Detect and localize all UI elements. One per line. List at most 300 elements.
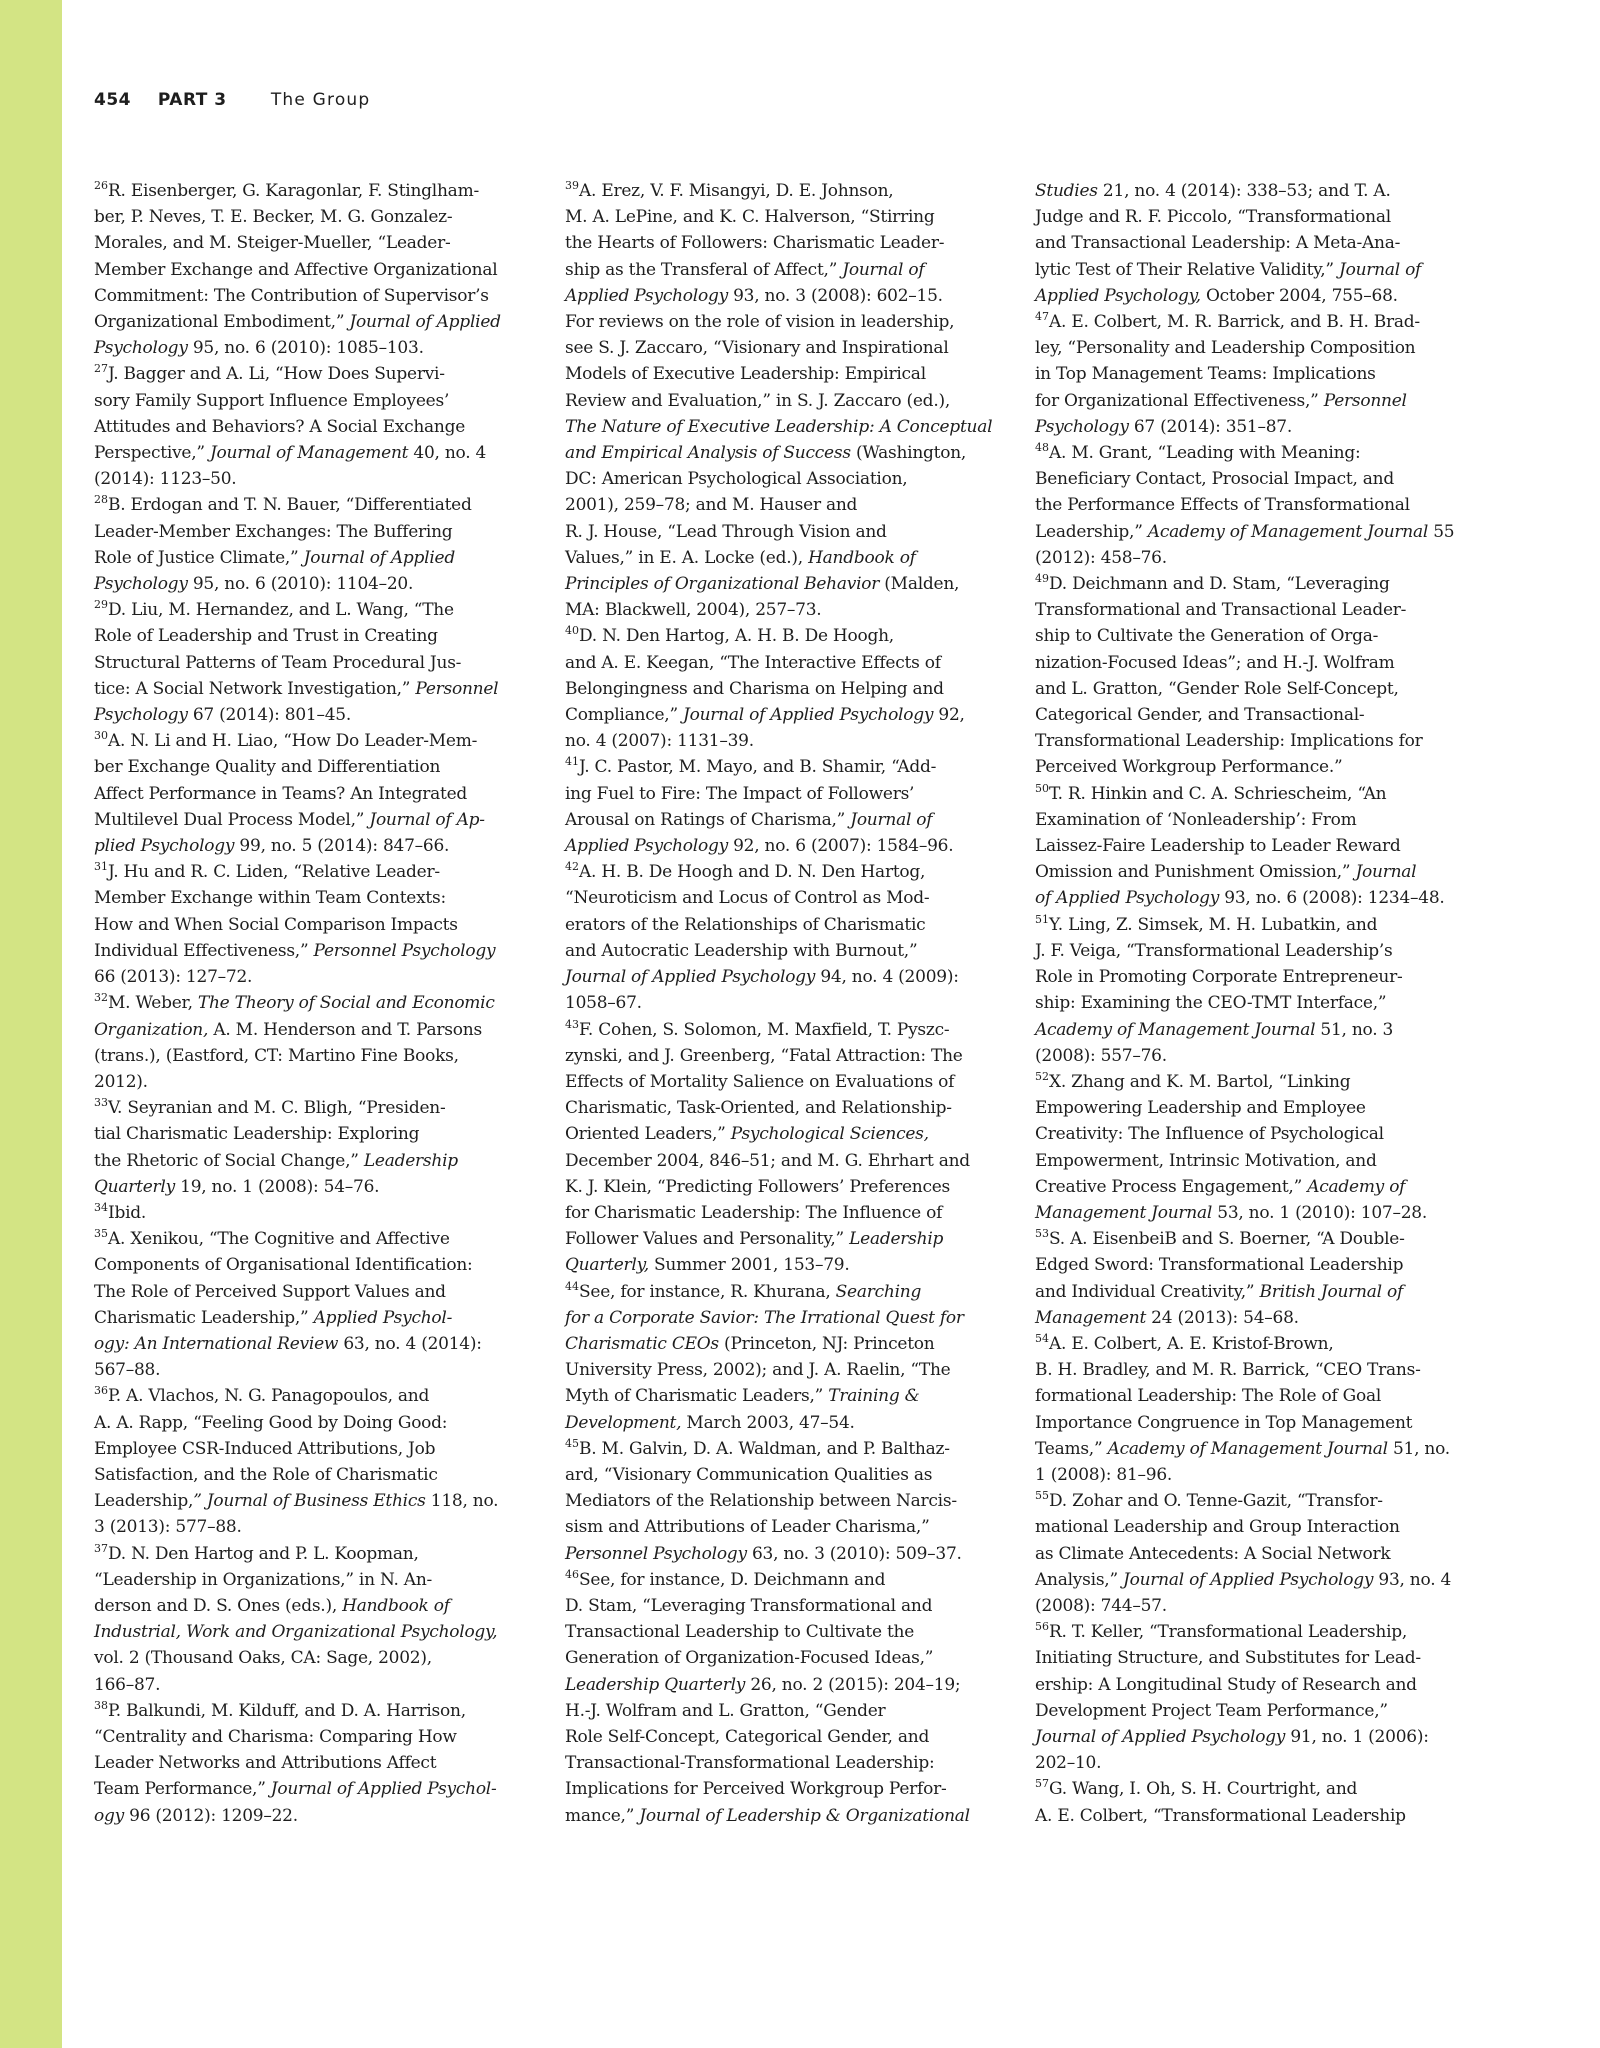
endnote — [565, 859, 1005, 1016]
endnote-text: and Autocratic Leadership with Burnout,” — [565, 940, 918, 961]
endnote-line — [1035, 1069, 1475, 1095]
endnote-line — [94, 230, 534, 256]
endnote-text: D. Zohar and O. Tenne-Gazit, “Transfor- — [1049, 1491, 1383, 1512]
endnote-line — [565, 1436, 1005, 1462]
endnote-line — [1035, 1121, 1475, 1147]
endnote-text: DC: American Psychological Association, — [565, 469, 908, 490]
endnote-number: 51 — [1035, 912, 1049, 926]
endnote-line — [94, 519, 534, 545]
endnote-line — [1035, 1252, 1475, 1278]
endnote-line — [94, 1672, 534, 1698]
endnote-text: The Nature of Executive Leadership: A Conceptual — [565, 416, 993, 437]
endnote-text: Studies 21, no. 4 (2014): 338–53; and T. A. — [1035, 181, 1391, 201]
endnote — [1035, 178, 1475, 309]
endnote-line — [1035, 1357, 1475, 1383]
endnote-line — [1035, 361, 1475, 387]
endnote-text: Effects of Mortality Salience on Evaluations of — [565, 1071, 955, 1092]
endnote-line — [94, 650, 534, 676]
endnote-line — [1035, 204, 1475, 230]
endnote-line — [94, 1357, 534, 1383]
endnote-text: Empowerment, Intrinsic Motivation, and — [1035, 1150, 1377, 1171]
endnote-number: 46 — [565, 1567, 579, 1581]
endnote-line — [565, 1279, 1005, 1305]
endnote — [94, 492, 534, 597]
endnote-text: (2014): 1123–50. — [94, 469, 237, 490]
endnote-text: the Rhetoric of Social Change,” Leadership — [94, 1150, 458, 1171]
endnote-line — [94, 1174, 534, 1200]
endnote-line — [94, 1226, 534, 1252]
endnote-line — [1035, 388, 1475, 414]
endnote-text: tice: A Social Network Investigation,” Personnel — [94, 678, 499, 699]
endnote-line — [1035, 1043, 1475, 1069]
endnote-line — [565, 597, 1005, 623]
endnote-line — [565, 702, 1005, 728]
endnote-line — [1035, 1619, 1475, 1645]
endnote-number: 36 — [94, 1384, 108, 1398]
endnote-line — [94, 361, 534, 387]
endnote-line — [565, 1750, 1005, 1776]
endnote-text: 1 (2008): 81–96. — [1035, 1464, 1173, 1485]
endnote-text: Creative Process Engagement,” Academy of — [1035, 1176, 1406, 1197]
endnote-text: A. E. Colbert, “Transformational Leadership — [1035, 1805, 1406, 1826]
endnote-text: Judge and R. F. Piccolo, “Transformational — [1035, 207, 1391, 228]
endnote-text: Charismatic, Task-Oriented, and Relationship- — [565, 1098, 952, 1119]
endnote-text: and A. E. Keegan, “The Interactive Effects of — [565, 652, 941, 673]
endnote-line — [94, 833, 534, 859]
part-title: The Group — [270, 90, 371, 110]
endnote-line — [565, 283, 1005, 309]
endnote-text: Member Exchange within Team Contexts: — [94, 888, 446, 909]
endnote-line — [1035, 912, 1475, 938]
endnote-text: Satisfaction, and the Role of Charismatic — [94, 1464, 438, 1485]
endnote-line — [94, 309, 534, 335]
endnote-text: Psychology 95, no. 6 (2010): 1104–20. — [94, 574, 414, 595]
endnote-line — [565, 990, 1005, 1016]
endnote-text: Commitment: The Contribution of Supervisor’s — [94, 285, 489, 306]
endnote — [565, 178, 1005, 623]
endnote-line — [1035, 230, 1475, 256]
endnote-text: Employee CSR-Induced Attributions, Job — [94, 1438, 436, 1459]
endnote-text: ship: Examining the CEO-TMT Interface,” — [1035, 993, 1387, 1014]
endnote-number: 57 — [1035, 1777, 1049, 1791]
endnote-text: Beneficiary Contact, Prosocial Impact, and — [1035, 469, 1395, 490]
endnote-text: Y. Ling, Z. Simsek, M. H. Lubatkin, and — [1049, 914, 1378, 935]
endnote-text: (2008): 557–76. — [1035, 1045, 1167, 1066]
endnote-text: B. M. Galvin, D. A. Waldman, and P. Balthaz- — [579, 1438, 950, 1459]
endnote-line — [94, 1043, 534, 1069]
endnote-line — [94, 1121, 534, 1147]
endnote-line — [94, 859, 534, 885]
endnote-line — [1035, 1593, 1475, 1619]
endnote-line — [94, 1383, 534, 1409]
endnote-line — [565, 1593, 1005, 1619]
endnote-line — [1035, 728, 1475, 754]
endnote-number: 37 — [94, 1541, 108, 1555]
endnote-text: Organization, A. M. Henderson and T. Parsons — [94, 1019, 482, 1040]
endnote-text: B. Erdogan and T. N. Bauer, “Differentiated — [108, 495, 472, 516]
endnote-text: formational Leadership: The Role of Goal — [1035, 1386, 1382, 1407]
notes-column-1 — [94, 178, 534, 1829]
endnote-line — [94, 938, 534, 964]
endnote-text: Generation of Organization-Focused Ideas,” — [565, 1648, 934, 1669]
endnote — [94, 361, 534, 492]
endnote-text: Compliance,” Journal of Applied Psychology 92, — [565, 705, 965, 726]
endnote-text: 1058–67. — [565, 993, 642, 1014]
endnote-text: Categorical Gender, and Transactional- — [1035, 705, 1365, 726]
endnote-line — [565, 440, 1005, 466]
endnote-line — [94, 440, 534, 466]
endnote-text: Multilevel Dual Process Model,” Journal of Ap- — [94, 809, 485, 830]
endnote-line — [1035, 859, 1475, 885]
endnote-line — [1035, 440, 1475, 466]
endnote-text: A. Xenikou, “The Cognitive and Affective — [108, 1229, 450, 1250]
endnote-text: Implications for Perceived Workgroup Perfor- — [565, 1779, 947, 1800]
endnote-line — [565, 1043, 1005, 1069]
endnote-text: Laissez-Faire Leadership to Leader Reward — [1035, 836, 1401, 857]
endnote-line — [1035, 1226, 1475, 1252]
endnote-line — [1035, 1514, 1475, 1540]
endnote-text: Follower Values and Personality,” Leadership — [565, 1229, 944, 1250]
endnote-line — [565, 781, 1005, 807]
endnote-line — [565, 859, 1005, 885]
endnote-line — [1035, 1148, 1475, 1174]
endnote-line — [94, 1200, 534, 1226]
endnote-text: the Hearts of Followers: Charismatic Leader- — [565, 233, 945, 254]
endnote-line — [565, 1410, 1005, 1436]
endnote-text: Perspective,” Journal of Management 40, no. 4 — [94, 443, 487, 464]
endnote-line — [565, 414, 1005, 440]
endnote-text: Applied Psychology 92, no. 6 (2007): 1584–96. — [565, 836, 954, 857]
endnote-text: Organizational Embodiment,” Journal of Applied — [94, 312, 501, 333]
endnote-text: erators of the Relationships of Charismatic — [565, 914, 926, 935]
endnote-text: Arousal on Ratings of Charisma,” Journal of — [565, 809, 933, 830]
endnote — [1035, 781, 1475, 912]
endnote-text: A. Erez, V. F. Misangyi, D. E. Johnson, — [579, 181, 894, 201]
endnote-text: Management 24 (2013): 54–68. — [1035, 1307, 1299, 1328]
endnote-text: Ibid. — [108, 1202, 147, 1223]
endnote — [1035, 1069, 1475, 1226]
endnote-text: Belongingness and Charisma on Helping and — [565, 678, 944, 699]
endnote-text: Role of Justice Climate,” Journal of Applied — [94, 547, 455, 568]
endnote-text: December 2004, 846–51; and M. G. Ehrhart and — [565, 1150, 970, 1171]
endnote-line — [94, 1776, 534, 1802]
endnote-line — [94, 1593, 534, 1619]
part-label: PART 3 — [157, 90, 227, 110]
endnote-line — [1035, 1698, 1475, 1724]
endnote-text: Team Performance,” Journal of Applied Psychol- — [94, 1779, 497, 1800]
endnote-line — [1035, 964, 1475, 990]
endnote-text: Edged Sword: Transformational Leadership — [1035, 1255, 1404, 1276]
endnote-line — [565, 754, 1005, 780]
endnote-line — [565, 492, 1005, 518]
endnote-line — [1035, 781, 1475, 807]
endnote-line — [94, 964, 534, 990]
endnote-line — [1035, 623, 1475, 649]
endnote-number: 47 — [1035, 310, 1049, 324]
endnote-line — [1035, 676, 1475, 702]
endnote-line — [565, 1017, 1005, 1043]
endnote-line — [94, 623, 534, 649]
endnote-text: lytic Test of Their Relative Validity,” Journal of — [1035, 259, 1422, 280]
endnote-line — [1035, 545, 1475, 571]
endnote-text: sory Family Support Influence Employees’ — [94, 390, 450, 411]
endnote-text: Charismatic Leadership,” Applied Psychol- — [94, 1307, 453, 1328]
endnote-text: Leadership,” Academy of Management Journal 55 — [1035, 521, 1455, 542]
endnote-line — [565, 545, 1005, 571]
endnote-line — [94, 388, 534, 414]
endnote — [565, 1567, 1005, 1829]
endnote-line — [94, 912, 534, 938]
endnote-text: D. Liu, M. Hernandez, and L. Wang, “The — [108, 600, 454, 621]
endnote-text: Transactional-Transformational Leadership: — [565, 1753, 935, 1774]
endnote-line — [94, 1514, 534, 1540]
endnote-line — [1035, 1541, 1475, 1567]
endnote-line — [565, 1698, 1005, 1724]
endnote — [94, 1095, 534, 1200]
endnote-line — [1035, 1383, 1475, 1409]
endnote-line — [94, 1645, 534, 1671]
endnote-line — [565, 309, 1005, 335]
endnote-line — [1035, 466, 1475, 492]
endnote-line — [565, 1619, 1005, 1645]
endnote-text: Leadership,” Journal of Business Ethics 118, no. — [94, 1491, 499, 1512]
endnote-line — [94, 676, 534, 702]
endnote-text: of Applied Psychology 93, no. 6 (2008): 1234–48. — [1035, 888, 1445, 909]
endnote-line — [94, 702, 534, 728]
endnote-line — [1035, 1803, 1475, 1829]
endnote-line — [94, 492, 534, 518]
endnote-number: 38 — [94, 1698, 108, 1712]
endnote-text: A. E. Colbert, A. E. Kristof-Brown, — [1049, 1333, 1334, 1354]
endnote-text: Development, March 2003, 47–54. — [565, 1412, 855, 1433]
endnote — [565, 1279, 1005, 1436]
endnote-text: ing Fuel to Fire: The Impact of Followers’ — [565, 783, 915, 804]
endnote — [565, 1017, 1005, 1279]
endnote-text: Affect Performance in Teams? An Integrated — [94, 783, 468, 804]
endnote-text: Teams,” Academy of Management Journal 51, no. — [1035, 1438, 1450, 1459]
endnote-text: for Organizational Effectiveness,” Personnel — [1035, 390, 1407, 411]
endnote-text: Management Journal 53, no. 1 (2010): 107–28. — [1035, 1202, 1427, 1223]
endnote-number: 30 — [94, 729, 108, 743]
endnote — [94, 1200, 534, 1226]
endnote-text: A. E. Colbert, M. R. Barrick, and B. H. Brad- — [1049, 312, 1420, 333]
endnote-line — [1035, 1776, 1475, 1802]
endnote-text: Values,” in E. A. Locke (ed.), Handbook of — [565, 547, 916, 568]
endnote-text: Structural Patterns of Team Procedural Jus- — [94, 652, 462, 673]
endnote-text: Role Self-Concept, Categorical Gender, and — [565, 1726, 930, 1747]
endnote — [565, 754, 1005, 859]
endnote-text: “Leadership in Organizations,” in N. An- — [94, 1569, 433, 1590]
endnote-number: 32 — [94, 991, 108, 1005]
notes-column-2 — [565, 178, 1005, 1829]
endnote-line — [1035, 1017, 1475, 1043]
endnote-line — [94, 728, 534, 754]
endnote-text: Leader Networks and Attributions Affect — [94, 1753, 437, 1774]
endnote-number: 44 — [565, 1279, 579, 1293]
endnote-text: Review and Evaluation,” in S. J. Zaccaro (ed.), — [565, 390, 951, 411]
endnote-line — [1035, 178, 1475, 204]
endnote-line — [565, 676, 1005, 702]
endnote-line — [94, 1436, 534, 1462]
endnote-text: V. Seyranian and M. C. Bligh, “Presiden- — [108, 1098, 446, 1119]
endnote-line — [1035, 1095, 1475, 1121]
endnote — [1035, 1331, 1475, 1488]
endnote — [94, 1383, 534, 1540]
endnote-text: for a Corporate Savior: The Irrational Quest for — [565, 1307, 964, 1328]
endnote-text: Psychology 67 (2014): 351–87. — [1035, 416, 1293, 437]
endnote-text: MA: Blackwell, 2004), 257–73. — [565, 600, 822, 621]
endnote-text: How and When Social Comparison Impacts — [94, 914, 458, 935]
endnote-text: ber Exchange Quality and Differentiation — [94, 757, 441, 778]
endnote-line — [565, 1121, 1005, 1147]
endnote-text: D. N. Den Hartog, A. H. B. De Hoogh, — [579, 626, 894, 647]
endnote-text: Models of Executive Leadership: Empirical — [565, 364, 926, 385]
endnote-line — [1035, 1462, 1475, 1488]
endnote-text: Personnel Psychology 63, no. 3 (2010): 509–37. — [565, 1543, 962, 1564]
endnote-line — [1035, 807, 1475, 833]
endnote-text: 2012). — [94, 1071, 148, 1092]
endnote-number: 53 — [1035, 1227, 1049, 1241]
endnote — [94, 1698, 534, 1829]
endnote-line — [565, 230, 1005, 256]
endnote-line — [565, 335, 1005, 361]
endnote-number: 27 — [94, 362, 108, 376]
endnote-text: Transformational Leadership: Implications for — [1035, 731, 1423, 752]
endnote — [565, 623, 1005, 754]
endnote-line — [94, 1279, 534, 1305]
endnote-line — [565, 519, 1005, 545]
endnote-text: X. Zhang and K. M. Bartol, “Linking — [1049, 1071, 1351, 1092]
endnote — [94, 1226, 534, 1383]
endnote-text: (2012): 458–76. — [1035, 547, 1167, 568]
endnote-line — [1035, 1672, 1475, 1698]
endnote-text: Initiating Structure, and Substitutes for Lead- — [1035, 1648, 1421, 1669]
endnote-line — [94, 1698, 534, 1724]
endnote-line — [94, 178, 534, 204]
endnote-line — [94, 571, 534, 597]
endnote-line — [1035, 885, 1475, 911]
endnote-line — [94, 283, 534, 309]
endnote-text: zynski, and J. Greenberg, “Fatal Attraction: The — [565, 1045, 963, 1066]
endnote-number: 56 — [1035, 1620, 1049, 1634]
endnote — [94, 990, 534, 1095]
endnote-text: K. J. Klein, “Predicting Followers’ Preferences — [565, 1176, 951, 1197]
endnote-text: sism and Attributions of Leader Charisma,” — [565, 1517, 930, 1538]
endnote-line — [565, 1567, 1005, 1593]
endnote-line — [1035, 938, 1475, 964]
endnote-text: Morales, and M. Steiger-Mueller, “Leader- — [94, 233, 451, 254]
endnote-number: 48 — [1035, 441, 1049, 455]
endnote — [94, 178, 534, 361]
endnote-text: J. F. Veiga, “Transformational Leadership’s — [1035, 940, 1393, 961]
endnote-text: Attitudes and Behaviors? A Social Exchange — [94, 416, 466, 437]
running-head — [94, 90, 370, 110]
endnote-text: Myth of Charismatic Leaders,” Training & — [565, 1386, 920, 1407]
endnote-line — [94, 1619, 534, 1645]
endnote-line — [94, 1803, 534, 1829]
endnote-line — [94, 466, 534, 492]
endnote-text: nization-Focused Ideas”; and H.-J. Wolfram — [1035, 652, 1395, 673]
endnote-line — [94, 1410, 534, 1436]
endnote-line — [94, 754, 534, 780]
endnote-text: A. M. Grant, “Leading with Meaning: — [1049, 443, 1361, 464]
endnote — [1035, 440, 1475, 571]
endnote-line — [94, 335, 534, 361]
endnote-line — [565, 1252, 1005, 1278]
endnote-text: 2001), 259–78; and M. Hauser and — [565, 495, 858, 516]
endnote-text: the Performance Effects of Transformational — [1035, 495, 1410, 516]
endnote-line — [94, 1069, 534, 1095]
endnote — [94, 1541, 534, 1698]
endnote-text: Journal of Applied Psychology 94, no. 4 (2009): — [565, 967, 959, 988]
endnote-line — [1035, 492, 1475, 518]
endnote-text: plied Psychology 99, no. 5 (2014): 847–66. — [94, 836, 450, 857]
endnote-line — [565, 1357, 1005, 1383]
endnote-line — [565, 623, 1005, 649]
endnote-line — [94, 1541, 534, 1567]
endnote-line — [565, 650, 1005, 676]
endnote-text: ogy: An International Review 63, no. 4 (2014): — [94, 1333, 482, 1354]
endnote — [1035, 309, 1475, 440]
endnote — [1035, 912, 1475, 1069]
endnote-text: D. Deichmann and D. Stam, “Leveraging — [1049, 574, 1390, 595]
endnote-line — [1035, 1436, 1475, 1462]
endnote-text: mance,” Journal of Leadership & Organizational — [565, 1805, 970, 1826]
endnote-text: as Climate Antecedents: A Social Network — [1035, 1543, 1391, 1564]
endnote-text: Psychology 67 (2014): 801–45. — [94, 705, 352, 726]
endnote-number: 43 — [565, 1017, 579, 1031]
endnote-line — [565, 912, 1005, 938]
endnote-text: J. C. Pastor, M. Mayo, and B. Shamir, “Add- — [579, 757, 937, 778]
endnote-line — [1035, 1724, 1475, 1750]
endnote-text: (2008): 744–57. — [1035, 1595, 1167, 1616]
endnote-line — [1035, 519, 1475, 545]
endnote-number: 50 — [1035, 781, 1049, 795]
endnote-text: in Top Management Teams: Implications — [1035, 364, 1376, 385]
endnote-line — [94, 414, 534, 440]
endnote-text: Applied Psychology 93, no. 3 (2008): 602–15. — [565, 285, 943, 306]
endnote-line — [565, 361, 1005, 387]
endnote-line — [1035, 650, 1475, 676]
endnote-line — [565, 571, 1005, 597]
endnote-text: ogy 96 (2012): 1209–22. — [94, 1805, 298, 1826]
endnote-text: 3 (2013): 577–88. — [94, 1517, 242, 1538]
endnote-line — [1035, 309, 1475, 335]
endnote-text: B. H. Bradley, and M. R. Barrick, “CEO Trans- — [1035, 1360, 1421, 1381]
endnote-line — [565, 1776, 1005, 1802]
endnote-text: Importance Congruence in Top Management — [1035, 1412, 1413, 1433]
endnote-number: 45 — [565, 1436, 579, 1450]
endnote-line — [565, 1148, 1005, 1174]
endnote-text: G. Wang, I. Oh, S. H. Courtright, and — [1049, 1779, 1358, 1800]
endnote-line — [1035, 754, 1475, 780]
endnote-line — [1035, 335, 1475, 361]
endnote-line — [565, 1488, 1005, 1514]
endnote-line — [1035, 1200, 1475, 1226]
endnote-text: Examination of ‘Nonleadership’: From — [1035, 809, 1357, 830]
endnote-number: 35 — [94, 1227, 108, 1241]
endnote-text: Leadership Quarterly 26, no. 2 (2015): 204–19; — [565, 1674, 961, 1695]
endnote-line — [1035, 990, 1475, 1016]
endnote-number: 26 — [94, 179, 108, 192]
endnote-text: ship to Cultivate the Generation of Orga- — [1035, 626, 1379, 647]
endnote-text: 166–87. — [94, 1674, 161, 1695]
endnote — [1035, 1226, 1475, 1331]
endnote-text: Applied Psychology, October 2004, 755–68. — [1035, 285, 1398, 306]
endnote-number: 31 — [94, 860, 108, 874]
endnote-line — [1035, 1488, 1475, 1514]
endnote-line — [94, 257, 534, 283]
